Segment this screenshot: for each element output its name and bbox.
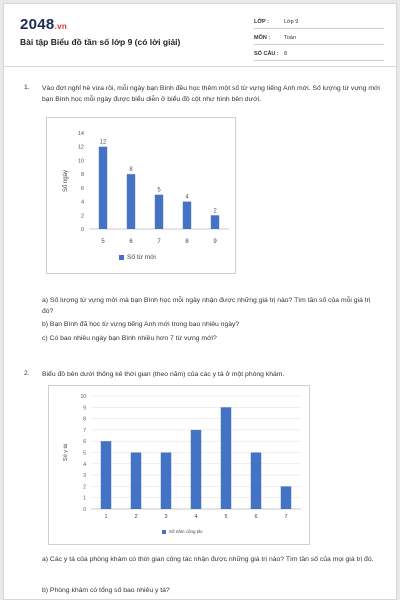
bar-5 — [221, 407, 232, 509]
x-tick-label: 9 — [213, 239, 217, 245]
x-tick-label: 3 — [164, 514, 168, 520]
bar-7 — [281, 486, 292, 509]
info-key: SỐ CÂU : — [254, 51, 279, 57]
data-label: 12 — [99, 139, 107, 146]
site-logo[interactable] — [20, 16, 67, 33]
question-2-text: Biểu đồ bên dưới thống kê thời gian (theo năm) của các y tá ở một phòng khám. — [42, 371, 285, 378]
chart-1 — [46, 117, 236, 274]
x-tick-label: 2 — [134, 514, 138, 520]
info-row-class — [254, 16, 384, 29]
logo-main: 2048 — [20, 16, 55, 33]
question-2-part-a: a) Các y tá của phòng khám có thời gian công tác nhận được những giá trị nào? Tìm tần số của mọi giá trị đó. — [42, 556, 374, 563]
y-tick-label: 6 — [83, 439, 86, 446]
y-tick-label: 0 — [80, 227, 84, 233]
bar-5 — [99, 147, 107, 229]
logo-suffix: .vn — [54, 22, 68, 31]
bar-6 — [127, 174, 135, 229]
y-tick-label: 6 — [80, 185, 84, 192]
bar-7 — [155, 195, 163, 229]
question-1-part-c: c) Có bao nhiêu ngày bạn Bình nhiều hơn 7 từ vựng mới? — [42, 335, 217, 342]
question-1-number: 1. — [24, 84, 30, 91]
info-value: Lớp 9 — [284, 19, 299, 25]
y-tick-label: 7 — [83, 427, 86, 434]
y-tick-label: 0 — [83, 507, 86, 513]
y-tick-label: 10 — [80, 394, 86, 400]
bar-6 — [251, 453, 262, 510]
info-value: Toán — [284, 35, 296, 41]
x-tick-label: 7 — [284, 514, 288, 520]
x-tick-label: 6 — [129, 239, 133, 245]
info-row-count — [254, 48, 384, 61]
y-tick-label: 3 — [83, 473, 86, 480]
x-tick-label: 1 — [104, 514, 108, 520]
x-tick-label: 5 — [101, 239, 105, 245]
data-label: 8 — [129, 167, 133, 174]
y-tick-label: 2 — [80, 213, 84, 220]
legend-swatch — [119, 255, 124, 260]
y-tick-label: 4 — [83, 461, 86, 468]
y-tick-label: 9 — [83, 405, 86, 412]
chart-1-svg — [47, 118, 235, 273]
info-row-subject — [254, 32, 384, 45]
bar-3 — [161, 453, 172, 510]
page-header — [4, 4, 398, 64]
data-label: 5 — [157, 187, 161, 194]
data-label: 2 — [213, 208, 217, 215]
bar-9 — [211, 215, 219, 229]
data-label: 4 — [185, 194, 189, 201]
bar-2 — [131, 453, 142, 510]
x-tick-label: 8 — [185, 239, 189, 245]
y-tick-label: 1 — [83, 495, 86, 502]
y-axis-label: Số ngày — [63, 169, 69, 193]
y-axis-label: Số y tá — [63, 443, 69, 462]
question-2-number: 2. — [24, 370, 30, 377]
question-1-part-a: a) Số lượng từ vựng mới mà bạn Bình học mỗi ngày nhận được những giá trị nào? Tìm tần số của mỗi giá trị đó? — [42, 297, 371, 315]
document-title: Bài tập Biểu đồ tần số lớp 9 (có lời giải) — [20, 37, 181, 47]
bar-4 — [191, 430, 202, 509]
chart-2-svg — [49, 386, 309, 544]
y-tick-label: 12 — [77, 144, 84, 151]
y-tick-label: 14 — [77, 131, 84, 137]
legend-swatch — [162, 530, 166, 534]
x-tick-label: 7 — [157, 239, 161, 245]
info-key: LỚP : — [254, 19, 269, 25]
question-2-part-b: b) Phòng khám có tổng số bao nhiêu y tá? — [42, 587, 170, 594]
y-tick-label: 4 — [80, 199, 84, 206]
y-tick-label: 8 — [83, 416, 86, 423]
header-divider — [4, 66, 398, 67]
bar-8 — [183, 202, 191, 229]
document-page — [3, 3, 397, 600]
y-tick-label: 8 — [80, 172, 84, 179]
question-1-text: Vào đợt nghỉ hè vừa rồi, mỗi ngày bạn Bình đều học thêm một số từ vựng tiếng Anh mới. Số lượng từ vựng mới bạn Bình học mỗi ngày được biểu diễn ở biểu đồ cột như hình bên dưới. — [42, 85, 380, 103]
x-tick-label: 5 — [224, 514, 228, 520]
y-tick-label: 2 — [83, 484, 86, 491]
legend-label: Số năm công tác — [169, 529, 203, 534]
question-1-part-b: b) Bạn Bình đã học từ vựng tiếng Anh mới trong bao nhiêu ngày? — [42, 321, 240, 328]
bar-1 — [101, 441, 112, 509]
x-tick-label: 6 — [254, 514, 258, 520]
x-tick-label: 4 — [194, 514, 198, 520]
legend-label: Số từ mới — [127, 254, 156, 261]
info-value: 8 — [284, 51, 288, 57]
y-tick-label: 10 — [77, 158, 84, 165]
y-tick-label: 5 — [83, 450, 86, 457]
info-key: MÔN : — [254, 35, 271, 41]
chart-2 — [48, 385, 310, 545]
info-table — [254, 16, 384, 64]
